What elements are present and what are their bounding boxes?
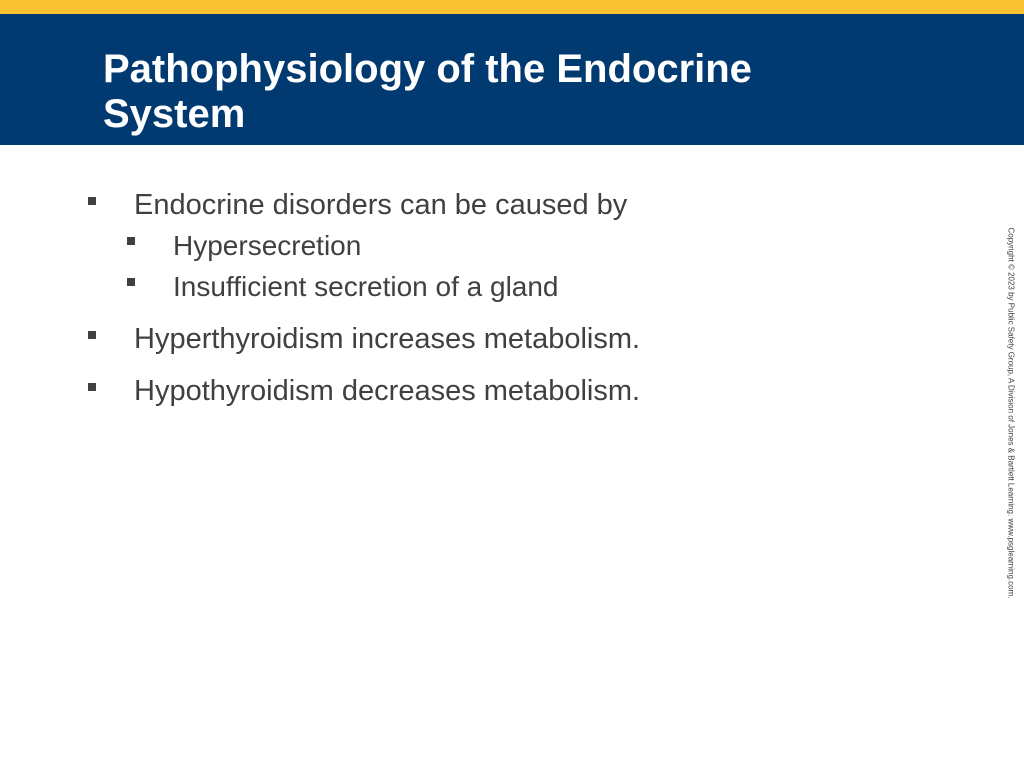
- sub-bullet-item: [127, 266, 968, 307]
- bullet-item: [88, 319, 968, 359]
- copyright-notice: Copyright © 2023 by Public Safety Group, A Division of Jones & Bartlett Learning. www.psglearning.com.: [1006, 227, 1016, 599]
- square-bullet-icon: [127, 237, 135, 245]
- sub-bullet-item: [127, 225, 968, 266]
- title-bar: [0, 14, 1024, 145]
- sub-bullet-text: Hypersecretion: [173, 230, 362, 261]
- bullet-text: Hypothyroidism decreases metabolism.: [134, 375, 641, 407]
- bullet-list: [88, 185, 968, 411]
- bullet-item: [88, 371, 968, 411]
- square-bullet-icon: [88, 197, 96, 205]
- bullet-text: Hyperthyroidism increases metabolism.: [134, 323, 641, 355]
- square-bullet-icon: [88, 383, 96, 391]
- sub-bullet-text: Insufficient secretion of a gland: [173, 271, 559, 302]
- slide-title: Pathophysiology of the Endocrine System: [103, 47, 752, 136]
- square-bullet-icon: [127, 278, 135, 286]
- square-bullet-icon: [88, 331, 96, 339]
- accent-stripe: [0, 0, 1024, 14]
- bullet-text: Endocrine disorders can be caused by: [134, 189, 628, 221]
- bullet-item: [88, 185, 968, 225]
